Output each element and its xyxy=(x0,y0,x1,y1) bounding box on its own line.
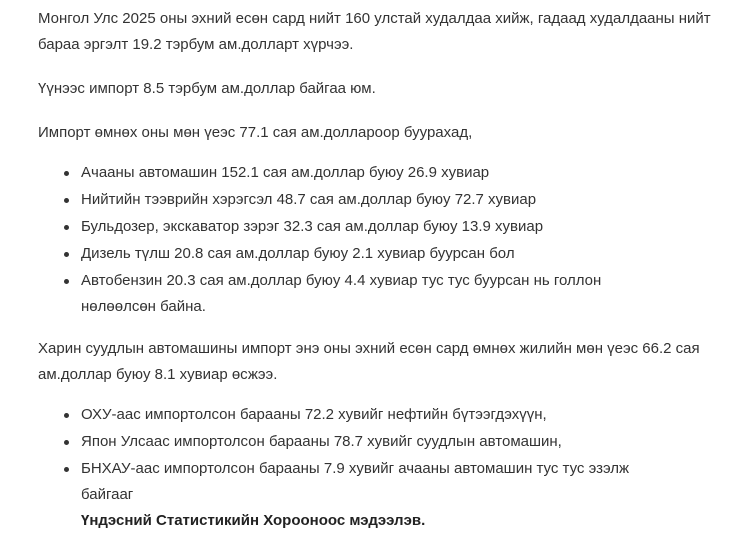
list-item: Дизель түлш 20.8 сая ам.доллар буюу 2.1 хувиар буурсан бол xyxy=(81,241,711,267)
paragraph-import-decrease: Импорт өмнөх оны мөн үеэс 77.1 сая ам.доллароор буурахад, xyxy=(38,124,473,141)
list-item-text: БНХАУ-аас импортолсон барааны 7.9 хувийг ачааны автомашин тус тус эзэлж байгааг xyxy=(81,460,630,503)
list-item: Автобензин 20.3 сая ам.доллар буюу 4.4 хувиар тус тус буурсан нь голлон нөлөөлсөн байна. xyxy=(81,268,711,320)
list-item: ОХУ-аас импортолсон барааны 72.2 хувийг нефтийн бүтээгдэхүүн, xyxy=(81,402,711,428)
list-item: Япон Улсаас импортолсон барааны 78.7 хувийг суудлын автомашин, xyxy=(81,429,711,455)
list-item: Ачааны автомашин 152.1 сая ам.доллар буюу 26.9 хувиар xyxy=(81,160,711,186)
list-item: Бульдозер, экскаватор зэрэг 32.3 сая ам.доллар буюу 13.9 хувиар xyxy=(81,214,711,240)
source-credit: Үндэсний Статистикийн Хорооноос мэдээлэв. xyxy=(81,512,426,529)
paragraph-import-total: Үүнээс импорт 8.5 тэрбум ам.доллар байгаа юм. xyxy=(38,80,376,97)
import-share-list xyxy=(38,402,711,534)
list-item xyxy=(81,456,711,534)
paragraph-car-import: Харин суудлын автомашины импорт энэ оны эхний есөн сард өмнөх жилийн мөн үеэс 66.2 сая ам.доллар буюу 8.1 хувиар өсжээ. xyxy=(38,340,700,383)
paragraph-trade-total: Монгол Улс 2025 оны эхний есөн сард нийт 160 улстай худалдаа хийж, гадаад худалдааны нийт бараа эргэлт 19.2 тэрбум ам.долларт хүрчээ. xyxy=(38,10,711,53)
import-decrease-list xyxy=(38,160,711,320)
list-item: Нийтийн тээврийн хэрэгсэл 48.7 сая ам.доллар буюу 72.7 хувиар xyxy=(81,187,711,213)
